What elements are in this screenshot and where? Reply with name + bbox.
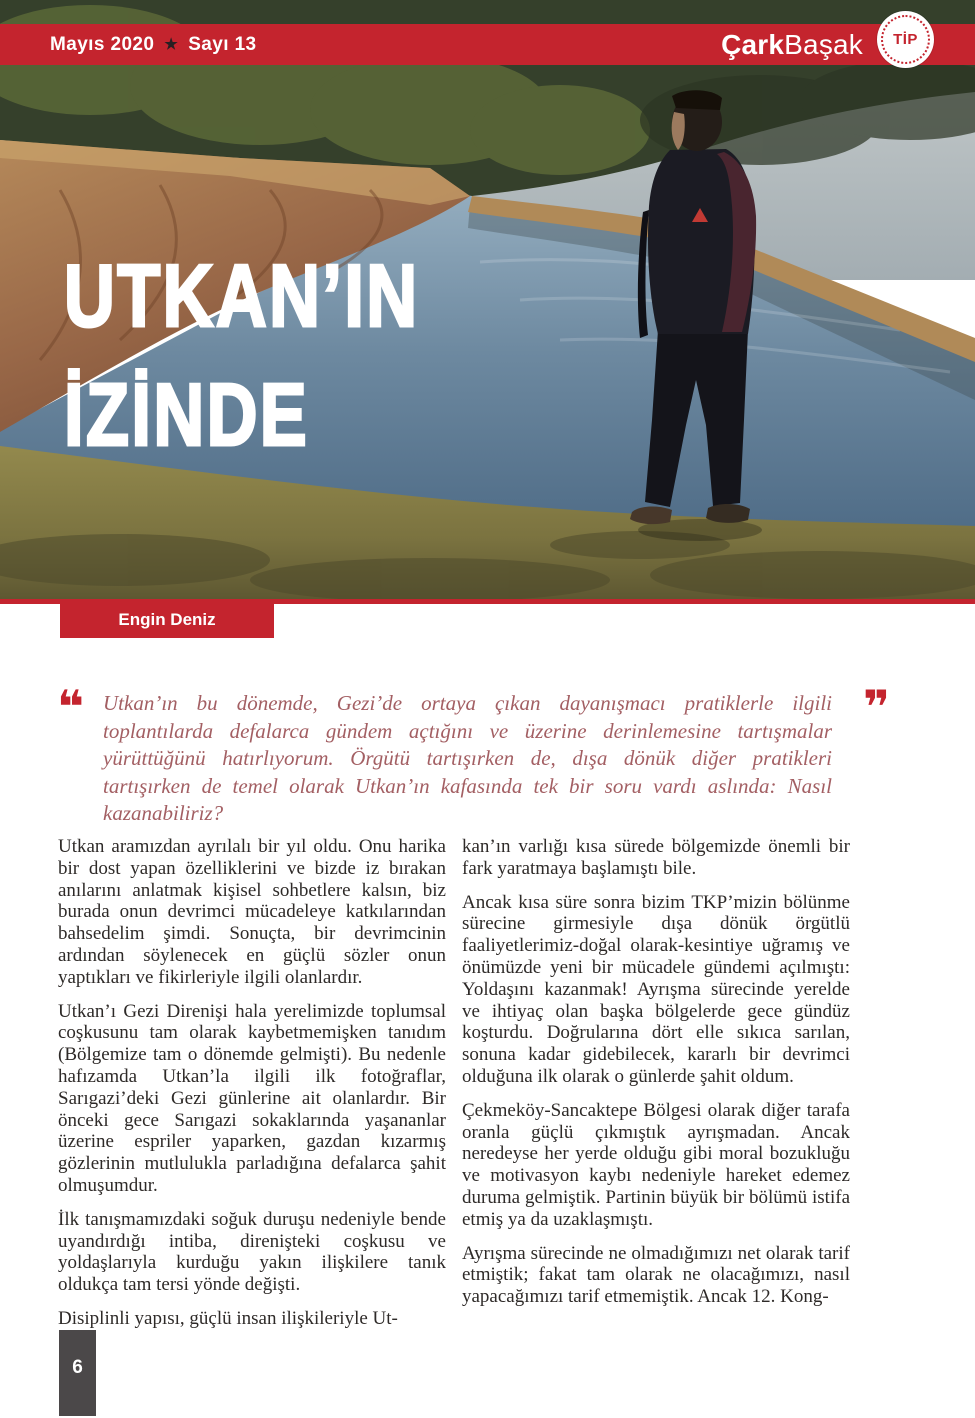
issue-number: Sayı 13 xyxy=(188,33,257,55)
paragraph: Ancak kısa süre sonra bizim TKP’mizin bölünme sürecine girmesiyle dışa dönük örgütlü faaliyetlerimiz-doğal olarak-kesintiye uğramış ve önümüzde yeni bir mücadele gündemi açılmıştı: Yoldaşını kazanmak! Ayrışma sürecinde yerelde ve ihtiyaç olan başka bölgelerde gece gündüz koşturdu. Doğrularına dört elle sıkıca sarılan, sonuna kadar gidebilecek, kararlı bir devrimci olduğuna ilk olarak o günlerde şahit oldum. xyxy=(462,891,850,1087)
left-column xyxy=(58,836,446,1342)
issue-date: Mayıs 2020 xyxy=(50,33,155,55)
paragraph: Çekmeköy-Sancaktepe Bölgesi olarak diğer tarafa oranla güçlü çıkmıştık ayrışmadan. Ancak neredeyse her yerde olduğu gibi moral bozukluğu ve motivasyon kaybı nedeniyle hareket edemez duruma gelmiştik. Partinin büyük bir bölümü istifa etmiş ya da uzaklaşmıştı. xyxy=(462,1099,850,1230)
tip-logo-icon xyxy=(877,11,934,68)
paragraph: İlk tanışmamızdaki soğuk duruşu nedeniyle bende uyandırdığı intiba, direnişteki coşkusu ve yoldaşlarıyla kurduğu yakın ilişkilere tanık oldukça tam tersi yönde değişti. xyxy=(58,1208,446,1296)
logo-text: TİP xyxy=(893,31,918,48)
article-body xyxy=(58,836,850,1342)
brand-regular: Başak xyxy=(784,28,863,60)
article-title xyxy=(64,236,508,474)
star-icon: ★ xyxy=(164,36,179,53)
close-quote-icon: ❞ xyxy=(863,680,890,734)
page-number: 6 xyxy=(59,1330,96,1416)
pull-quote xyxy=(57,680,890,828)
issue-info xyxy=(50,34,257,56)
paragraph: Utkan’ı Gezi Direnişi hala yerelimizde toplumsal coşkusunu tam olarak kaybetmemişken tanıdım (Bölgemize tam o dönemde gelmişti). Bu nedenle hafızamda Utkan’la ilgili ilk fotoğraflar, Sarıgazi’deki Gezi günlerine ait olanlardır. Bir önceki gece Sarıgazi sokaklarında yaşananlar üzerine espriler yaparken, gazdan kızarmış gözlerinin mutlulukla parladığına defalarca şahit olmuşumdur. xyxy=(58,1000,446,1196)
paragraph: Ayrışma sürecinde ne olmadığımızı net olarak tarif etmiştik; fakat tam olarak ne olacağımızı, nasıl yapacağımızı tarif etmemiştik. Ancak 12. Kong- xyxy=(462,1242,850,1308)
brand-bold: Çark xyxy=(721,28,785,60)
title-line-2: İZİNDE xyxy=(64,365,310,464)
pull-quote-text: Utkan’ın bu dönemde, Gezi’de ortaya çıkan dayanışmacı pratiklerle ilgili toplantılarda defalarca gündem açtığını ve üzerine derinlemesine tartışmalar yürüttüğünü hatırlıyorum. Örgütü tartışırken de, dışa dönük diğer pratikleri tartışırken de temel olarak Utkan’ın kafasında tek bir soru vardı aslında: Nasıl kazanabiliriz? xyxy=(103,691,832,825)
paragraph: kan’ın varlığı kısa sürede bölgemizde önemli bir fark yaratmaya başlamıştı bile. xyxy=(462,836,850,879)
right-column xyxy=(462,836,850,1342)
issue-bar xyxy=(0,24,975,65)
paragraph: Disiplinli yapısı, güçlü insan ilişkileriyle Ut- xyxy=(58,1307,398,1329)
title-line-1: UTKAN’IN xyxy=(64,246,420,345)
magazine-brand xyxy=(721,29,863,61)
logo-wreath-ring xyxy=(881,15,930,64)
paragraph: Utkan aramızdan ayrılalı bir yıl oldu. Onu harika bir dost yapan özelliklerini ve bizde iz bırakan anılarını anlatmak kişisel sohbetlere kalsın, biz burada onun devrimci mücadeleye katkılarından bahsedelim şimdi. Sonuçta, bir devrimcinin ardından söylenecek en güçlü sözler onun yaptıkları ve fikirleriyle ilgili olanlardır. xyxy=(58,836,446,988)
author-label: Engin Deniz xyxy=(60,601,274,638)
open-quote-icon: ❝ xyxy=(57,680,84,734)
